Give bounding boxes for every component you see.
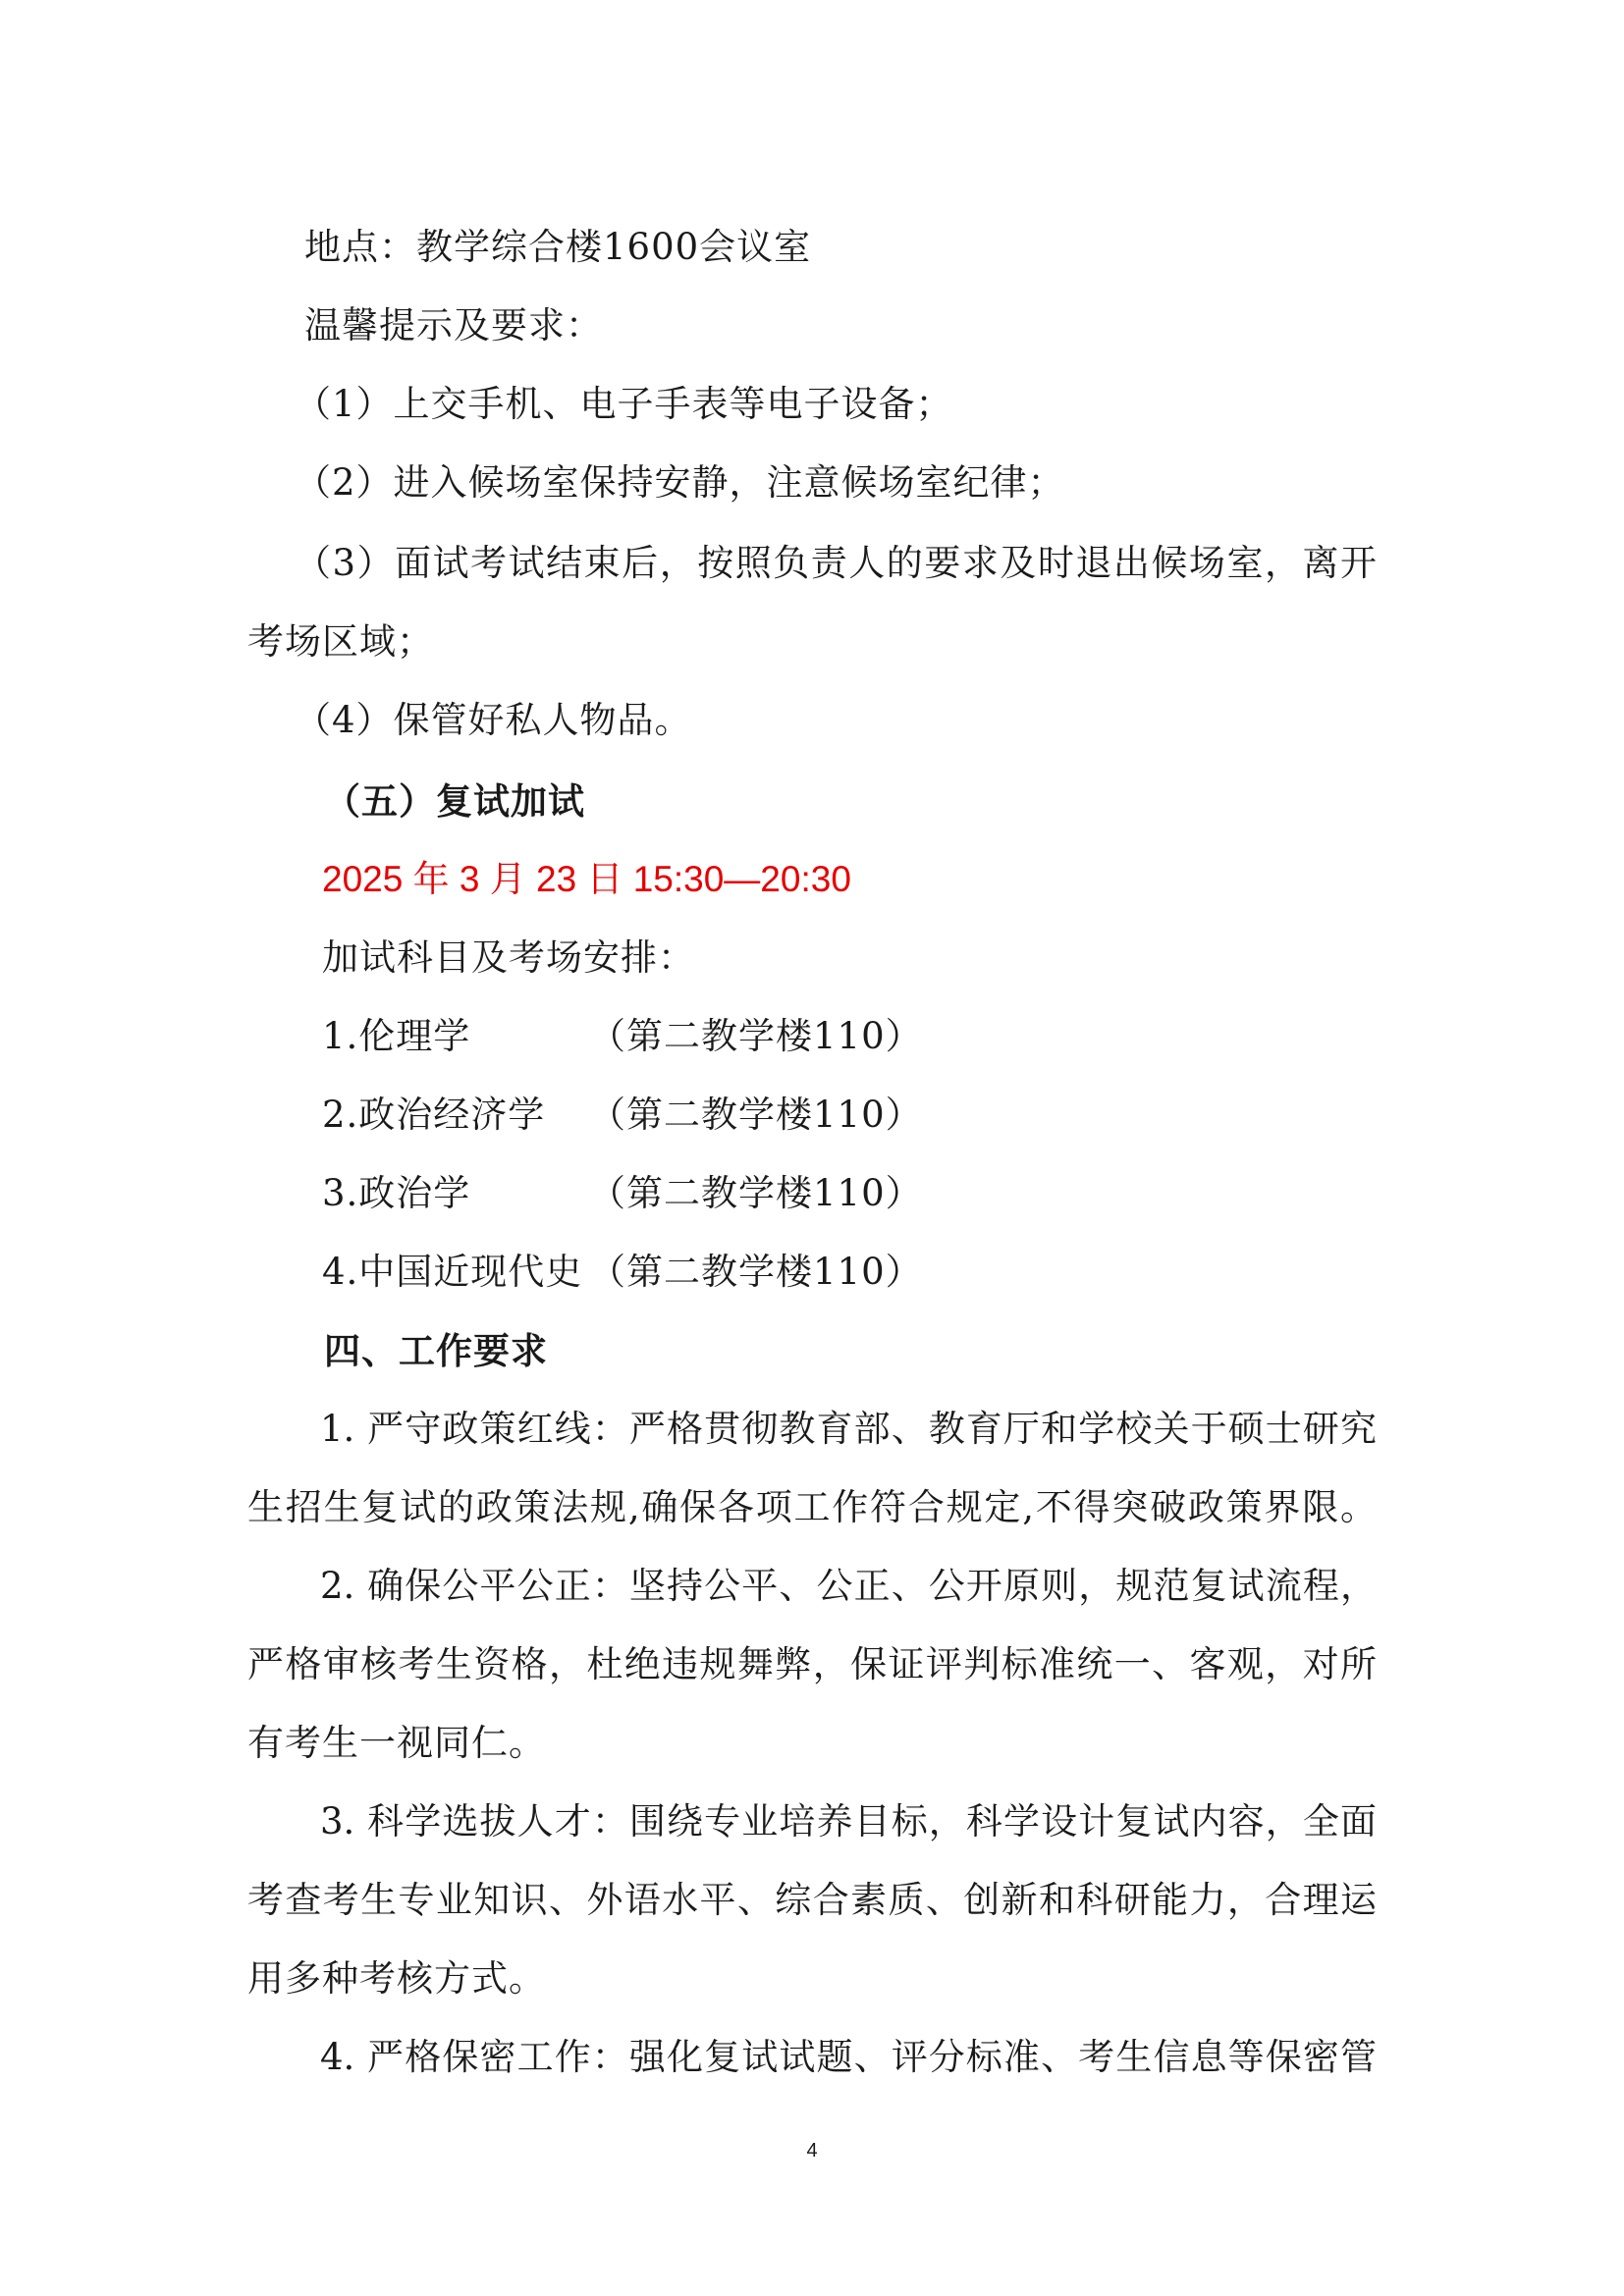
section-four-heading: 四、工作要求 (324, 1329, 548, 1372)
requirement-line: 2. 确保公平公正：坚持公平、公正、公开原则，规范复试流程， (320, 1565, 1377, 1607)
requirement-line: 有考生一视同仁。 (247, 1722, 546, 1764)
page-number: 4 (806, 2140, 818, 2162)
subject-name: 2.政治经济学 (322, 1094, 546, 1136)
subject-room: （第二教学楼110） (589, 1172, 923, 1214)
tip-item-2: （2）进入候场室保持安静，注意候场室纪律； (295, 461, 1065, 504)
location-line: 地点：教学综合楼1600会议室 (304, 226, 812, 268)
tip-item-3-continued: 考场区域； (247, 620, 434, 663)
tips-heading: 温馨提示及要求： (304, 304, 603, 347)
exam-datetime: 2025 年 3 月 23 日 15:30—20:30 (322, 859, 851, 899)
subject-room: （第二教学楼110） (589, 1015, 923, 1057)
requirement-line: 1. 严守政策红线：严格贯彻教育部、教育厅和学校关于硕士研究 (320, 1408, 1377, 1450)
subject-name: 3.政治学 (322, 1172, 471, 1214)
requirement-line: 用多种考核方式。 (247, 1957, 546, 2000)
subject-name: 1.伦理学 (322, 1015, 471, 1057)
requirement-line: 4. 严格保密工作：强化复试试题、评分标准、考生信息等保密管 (320, 2036, 1377, 2078)
requirement-line: 3. 科学选拔人才：围绕专业培养目标，科学设计复试内容，全面 (320, 1800, 1377, 1842)
requirement-line: 考查考生专业知识、外语水平、综合素质、创新和科研能力，合理运 (247, 1879, 1377, 1921)
requirement-line: 生招生复试的政策法规,确保各项工作符合规定,不得突破政策界限。 (247, 1486, 1377, 1528)
tip-item-4: （4）保管好私人物品。 (295, 699, 692, 741)
tip-item-3: （3）面试考试结束后，按照负责人的要求及时退出候场室，离开 (295, 542, 1377, 584)
subject-room: （第二教学楼110） (589, 1094, 923, 1136)
requirement-line: 严格审核考生资格，杜绝违规舞弊，保证评判标准统一、客观，对所 (247, 1643, 1377, 1685)
arrangement-heading: 加试科目及考场安排： (322, 936, 695, 979)
tip-item-1: （1）上交手机、电子手表等电子设备； (295, 383, 953, 425)
section-five-heading: （五）复试加试 (324, 779, 585, 823)
subject-name: 4.中国近现代史 (322, 1251, 583, 1293)
subject-room: （第二教学楼110） (589, 1251, 923, 1293)
